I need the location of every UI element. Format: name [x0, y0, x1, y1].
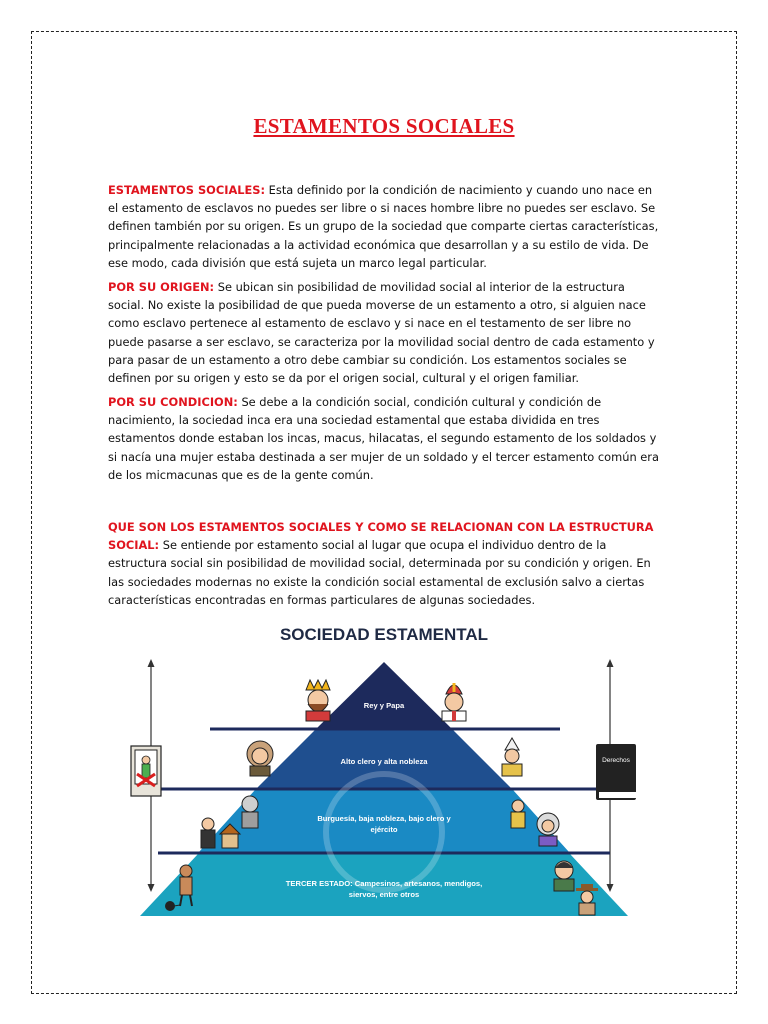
section-text: Se debe a la condición social, condición cultural y condición de nacimiento, la sociedad inca era una sociedad estamental que estaba dividida en tres estamentos donde estaban los incas, macus, hilacatas, el segundo estamento de los soldados y si nacía una mujer estaba destinada a ser mujer de un soldado y el tercer estamento común era de los micmacunas que es de la gente común. — [108, 395, 659, 482]
section-estamentos-sociales — [108, 181, 663, 272]
section-label: POR SU CONDICION: — [108, 395, 238, 409]
bishop-icon — [502, 738, 522, 776]
infographic-title: SOCIEDAD ESTAMENTAL — [279, 625, 489, 644]
pyramid-tier-1 — [317, 662, 451, 728]
tier-2-label: Alto clero y alta nobleza — [340, 757, 428, 766]
prison-icon — [131, 746, 161, 796]
section-que-son-estamentos — [108, 518, 663, 609]
noblewoman-icon — [537, 813, 559, 846]
sociedad-estamental-infographic — [128, 618, 640, 938]
book-label: Derechos — [602, 757, 630, 764]
noble-icon — [247, 741, 273, 776]
tier-3-label: Burguesía, baja nobleza, bajo clero y — [317, 814, 451, 823]
section-label: ESTAMENTOS SOCIALES: — [108, 183, 266, 197]
section-por-su-origen — [108, 278, 663, 387]
section-text: Se entiende por estamento social al lugar que ocupa el individuo dentro de la estructura social sin posibilidad de movilidad social, determinada por su condición y origen. En las sociedades modernas no existe la condición social estamental de exclusión salvo a ciertas características encontradas en formas particulares de algunas sociedades. — [108, 538, 651, 607]
pope-icon — [442, 683, 466, 721]
infographic-svg — [128, 618, 640, 938]
peasant-icon — [554, 861, 574, 891]
tier-3-label-line2: ejército — [370, 825, 398, 834]
tier-4-label: TERCER ESTADO: Campesinos, artesanos, mendigos, — [285, 879, 483, 888]
merchant-icon — [511, 800, 525, 828]
section-por-su-condicion — [108, 393, 663, 484]
king-icon — [306, 680, 330, 721]
tier-1-label: Rey y Papa — [363, 701, 405, 710]
rights-book-icon — [596, 744, 636, 800]
section-text: Se ubican sin posibilidad de movilidad social al interior de la estructura social. No existe la posibilidad de que pueda moverse de un estamento a otro, si alguien nace como esclavo pertenece al estamento de esclavo y si nace en el testamento de ser libre no puede pasarse a ser esclavo, se caracteriza por la movilidad social dentro de cada estamento y para pasar de un estamento a otro debe cambiar su condición. Los estamentos sociales se definen por su origen y esto se da por el origen social, cultural y el origen familiar. — [108, 280, 655, 386]
page-title: ESTAMENTOS SOCIALES — [253, 114, 515, 139]
section-text: Esta definido por la condición de nacimiento y cuando uno nace en el estamento de esclavos no puedes ser libre o si naces hombre libre no puedes ser esclavo. Se definen también por su origen. Es un grupo de la sociedad que comparte ciertas características, principalmente relacionadas a la actividad económica que desarrollan y a su estilo de vida. De ese modo, cada división que está sujeta un marco legal particular. — [108, 183, 659, 270]
priest-icon — [201, 818, 215, 848]
section-label: QUE SON LOS ESTAMENTOS SOCIALES Y COMO SE RELACIONAN CON LA ESTRUCTURA SOCIAL: — [108, 520, 654, 553]
tier-4-label-line2: siervos, entre otros — [348, 890, 420, 899]
knight-icon — [242, 796, 258, 828]
section-label: POR SU ORIGEN: — [108, 280, 215, 294]
